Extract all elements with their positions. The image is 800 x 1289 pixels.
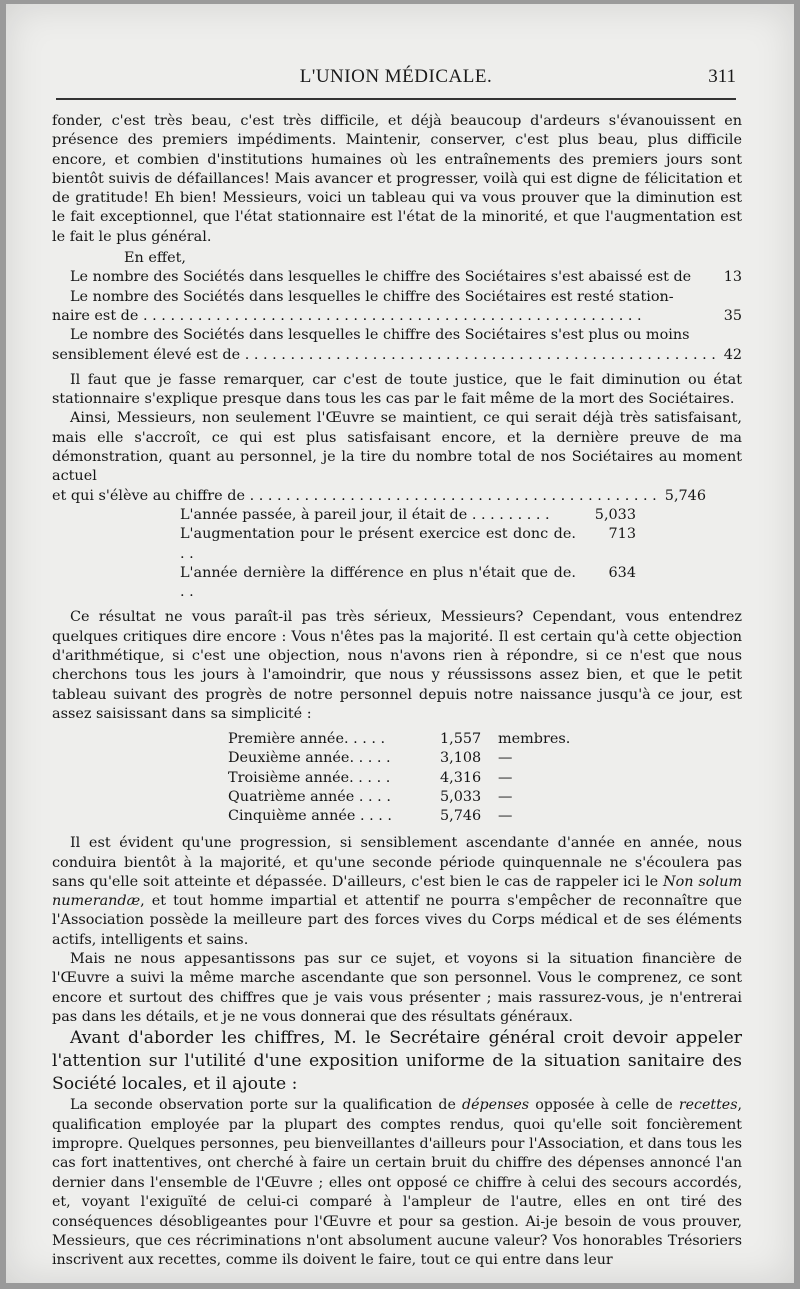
row-value: 35: [723, 307, 742, 324]
row-value: 42: [723, 346, 742, 363]
page-number: 311: [708, 66, 736, 87]
table-row: [52, 268, 742, 287]
row-label: sensiblement élevé est de . . .: [52, 346, 718, 365]
row-label: Le nombre des Sociétés dans lesquelles le chiffre des Sociétaires s'est abaissé est de: [70, 269, 692, 286]
year-unit: —: [498, 808, 513, 825]
year-value: 1,557: [440, 731, 482, 748]
row-label: naire est de . . .: [52, 307, 718, 326]
row-label: L'année passée, à pareil jour, il était de . . . . . . . . .: [180, 506, 550, 523]
table-row: [228, 769, 574, 788]
table-row: [180, 525, 636, 564]
paragraph-6-text-a: Il est évident qu'une progression, si sensiblement ascendante d'année en année, nous conduira bientôt à la majorité, et qu'une seconde période quinquennale ne s'écoulera pas sans qu'elle soit atteinte et dépassée. D'ailleurs, c'est bien le cas de rappeler ici le: [52, 835, 742, 890]
page-header: [56, 66, 736, 90]
table-row: [52, 307, 742, 326]
table-row: [52, 487, 742, 506]
row-value: 13: [723, 269, 742, 286]
year-unit: membres.: [498, 731, 571, 748]
row-line: Le nombre des Sociétés dans lesquelles le chiffre des Sociétaires s'est plus ou moins: [70, 327, 690, 344]
paragraph-6: [52, 834, 742, 950]
year-value: 3,108: [440, 750, 482, 767]
paragraph-9-text-c: , qualification employée par la plupart des comptes rendus, quoi qu'elle soit foncièrement impropre. Quelques personnes, peu bienveillantes d'ailleurs pour l'Association, et dans tous les cas fort inattentives, ont cherché à faire un certain bruit du chiffre des dépenses annoncé l'an dernier dans l'ensemble de l'Œuvre ; elles ont opposé ce chiffre à celui des secours accordés, et, voyant l'exiguïté de celui-ci comparé à l'ampleur de l'autre, elles en ont tiré des conséquences désobligeantes pour l'Œuvre et pour sa gestion. Ai-je besoin de vous prouver, Messieurs, que ces récriminations n'ont absolument aucune valeur? Vos honorables Trésoriers inscrivent aux recettes, comme ils doivent le faire, tout ce qui entre dans leur: [52, 1097, 742, 1269]
paragraph-8: Avant d'aborder les chiffres, M. le Secrétaire général croit devoir appeler l'attention sur l'utilité d'une exposition uniforme de la situation sanitaire des Société locales, et il ajoute :: [52, 1028, 742, 1095]
year-label: Deuxième année. . . . .: [228, 750, 391, 767]
year-value: 4,316: [440, 769, 482, 786]
year-label: Cinquième année . . . .: [228, 808, 392, 825]
table-row: [52, 346, 742, 365]
table-row: [180, 506, 636, 525]
paragraph-7: Mais ne nous appesantissons pas sur ce sujet, et voyons si la situation financière de l'Œuvre a suivi la même marche ascendante que son personnel. Vous le comprenez, ce sont encore et surtout des chiffres que je vais vous présenter ; mais rassurez-vous, je n'entrerai pas dans les détails, et je ne vous donnerai que des résultats généraux.: [52, 951, 742, 1025]
year-label: Première année. . . . .: [228, 731, 386, 748]
year-unit: —: [498, 750, 513, 767]
table-row: [228, 730, 574, 749]
membership-table: [228, 730, 574, 826]
year-label: Quatrième année . . . .: [228, 788, 391, 805]
row-value: 713: [608, 526, 636, 543]
row-line: Le nombre des Sociétés dans lesquelles le chiffre des Sociétaires est resté station-: [70, 288, 674, 305]
row-value: 5,033: [594, 506, 636, 523]
row-label: et qui s'élève au chiffre de . . .: [52, 487, 659, 506]
year-label: Troisième année. . . . .: [228, 769, 391, 786]
table-row: [228, 749, 574, 768]
italic-term: recettes: [678, 1097, 738, 1114]
paragraph-3: Il faut que je fasse remarquer, car c'est de toute justice, que le fait diminution ou état stationnaire s'explique presque dans tous les cas par le fait même de la mort des Sociétaires.: [52, 371, 742, 408]
article-body: [52, 112, 742, 1271]
paragraph-9: [52, 1096, 742, 1271]
comparison-table: [180, 506, 636, 602]
paragraph-9-text-a: La seconde observation porte sur la qualification de: [70, 1097, 463, 1114]
year-unit: —: [498, 788, 513, 805]
journal-page: [6, 4, 794, 1283]
table-row: [180, 564, 636, 603]
year-value: 5,746: [440, 808, 482, 825]
latin-phrase: Non solum numerandæ: [52, 873, 742, 910]
running-title: L'UNION MÉDICALE.: [299, 66, 493, 87]
table-row: [228, 788, 574, 807]
row-value: 634: [608, 564, 636, 581]
paragraph-6-text-b: , et tout homme impartial et attentif ne pourra s'empêcher de reconnaître que l'Association possède la meilleure part des forces vives du Corps médical et de ses éléments actifs, intelligents et sains.: [52, 893, 742, 948]
paragraph-9-text-b: opposée à celle de: [529, 1097, 679, 1114]
row-label: L'année dernière la différence en plus n'était que de. . .: [180, 564, 576, 601]
table-row: [228, 807, 574, 826]
paragraph-1: fonder, c'est très beau, c'est très difficile, et déjà beaucoup d'ardeurs s'évanouissent en présence des premiers impédiments. Maintenir, conserver, c'est plus beau, plus difficile encore, et combien d'institutions humaines où les entraînements des premiers jours sont bientôt suivis de défaillances! Mais avancer et progresser, voilà qui est digne de félicitation et de gratitude! Eh bien! Messieurs, voici un tableau qui va vous prouver que la diminution est le fait exceptionnel, que l'état stationnaire est l'état de la minorité, et que l'augmentation est le fait le plus général.: [52, 113, 742, 245]
row-value: 5,746: [664, 487, 706, 504]
paragraph-4: Ainsi, Messieurs, non seulement l'Œuvre se maintient, ce qui serait déjà très satisfaisant, mais elle s'accroît, ce qui est plus satisfaisant encore, et la dernière preuve de ma démonstration, quant au personnel, je la tire du nombre total de nos Sociétaires au moment actuel: [52, 410, 742, 485]
paragraph-2: En effet,: [124, 250, 186, 267]
italic-term: dépenses: [462, 1097, 530, 1114]
year-value: 5,033: [440, 788, 482, 805]
year-unit: —: [498, 769, 513, 786]
paragraph-5: Ce résultat ne vous paraît-il pas très sérieux, Messieurs? Cependant, vous entendrez quelques critiques dire encore : Vous n'êtes pas la majorité. Il est certain qu'à cette objection d'arithmétique, si c'est une objection, nous n'avons rien à répondre, si ce n'est que nous cherchons tous les jours à l'amoindrir, que nous y réussissons assez bien, et que le petit tableau suivant des progrès de notre personnel depuis notre naissance jusqu'à ce jour, est assez saisissant dans sa simplicité :: [52, 609, 742, 722]
header-rule: [56, 98, 736, 100]
row-label: L'augmentation pour le présent exercice est donc de. . .: [180, 526, 576, 562]
